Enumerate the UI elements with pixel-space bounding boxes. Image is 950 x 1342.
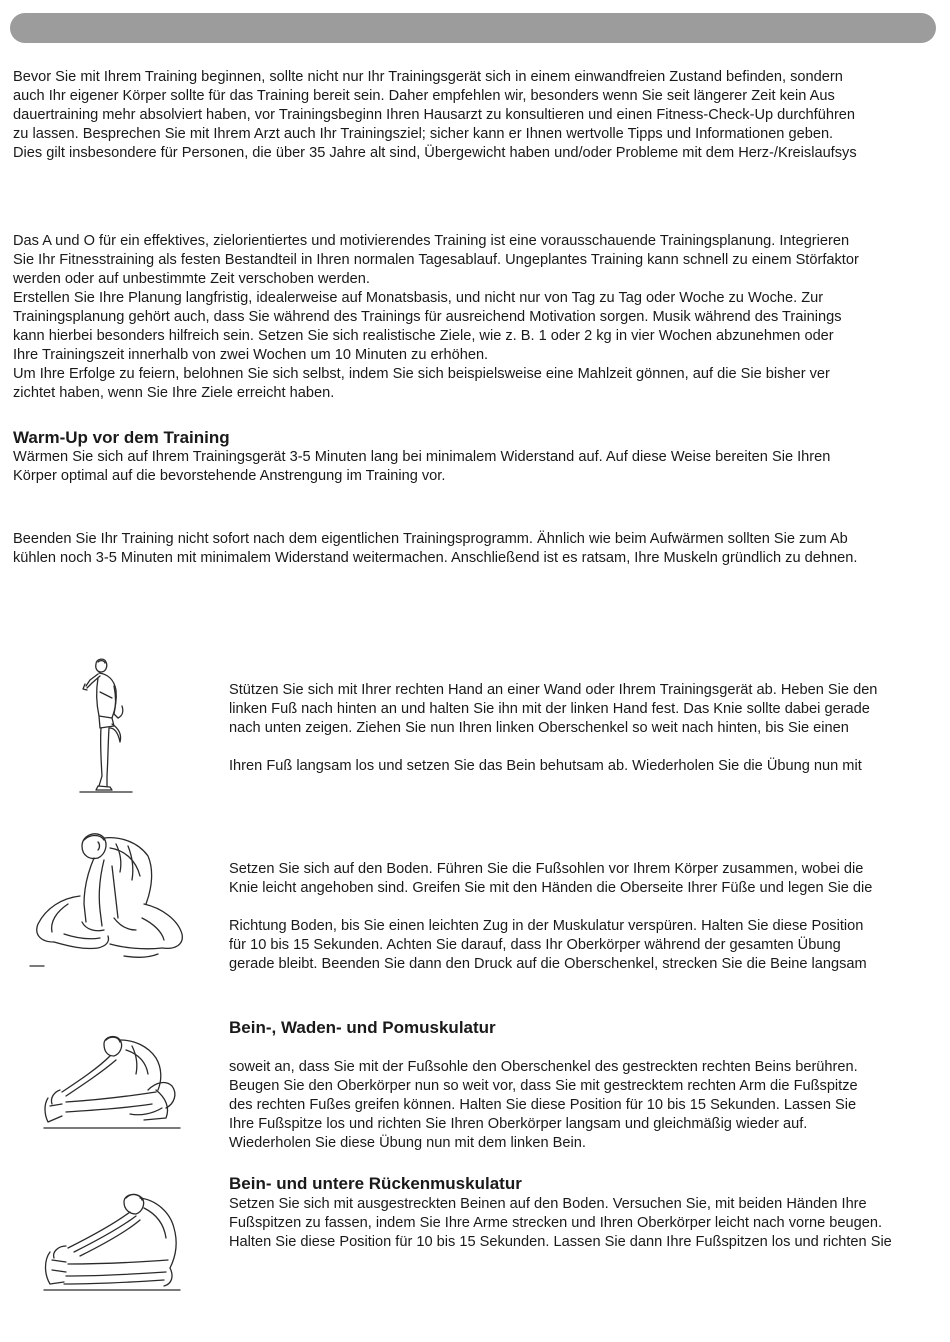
text-line: Dies gilt insbesondere für Personen, die über 35 Jahre alt sind, Übergewicht haben und/oder Probleme mit dem Herz-/Kreislaufsys bbox=[13, 145, 857, 161]
warmup-paragraph bbox=[13, 448, 943, 486]
seated-forward-bend-illustration bbox=[40, 1190, 182, 1292]
text-line: gerade bleibt. Beenden Sie dann den Druck auf die Oberschenkel, strecken Sie die Beine langsam bbox=[229, 956, 867, 972]
text-line: Knie leicht angehoben sind. Greifen Sie mit den Händen die Oberseite Ihrer Füße und legen Sie die bbox=[229, 880, 873, 896]
exercise-3-heading: Bein-, Waden- und Pomuskulatur bbox=[229, 1018, 496, 1037]
exercise-3-text bbox=[229, 1058, 947, 1153]
exercise-2-text bbox=[229, 860, 947, 974]
seated-butterfly-stretch-illustration bbox=[24, 826, 186, 976]
text-line: zu lassen. Besprechen Sie mit Ihrem Arzt auch Ihr Trainingsziel; sicher kann er Ihnen wertvolle Tipps und Informationen geben. bbox=[13, 126, 834, 142]
text-line: für 10 bis 15 Sekunden. Achten Sie darauf, dass Ihr Oberkörper während der gesamten Übung bbox=[229, 937, 841, 953]
text-line: Ihre Fußspitze los und richten Sie Ihren Oberkörper langsam und gleichmäßig wieder auf. bbox=[229, 1116, 808, 1132]
text-line: Stützen Sie sich mit Ihrer rechten Hand an einer Wand oder Ihrem Trainingsgerät ab. Heben Sie den bbox=[229, 682, 878, 698]
text-line: Beugen Sie den Oberkörper nun so weit vor, dass Sie mit gestrecktem rechten Arm die Fußspitze bbox=[229, 1078, 858, 1094]
text-line: Setzen Sie sich auf den Boden. Führen Sie die Fußsohlen vor Ihrem Körper zusammen, wobei die bbox=[229, 861, 864, 877]
text-line: Bevor Sie mit Ihrem Training beginnen, sollte nicht nur Ihr Trainingsgerät sich in einem einwandfreien Zustand befinden, sondern bbox=[13, 69, 843, 85]
text-line: Halten Sie diese Position für 10 bis 15 Sekunden. Lassen Sie dann Ihre Fußspitzen los und richten Sie bbox=[229, 1234, 892, 1250]
section-header-bar bbox=[10, 13, 936, 43]
text-line: zichtet haben, wenn Sie Ihre Ziele erreicht haben. bbox=[13, 385, 335, 401]
text-line: auch Ihr eigener Körper sollte für das Training bereit sein. Daher empfehlen wir, besonders wenn Sie seit längerer Zeit kein Aus bbox=[13, 88, 835, 104]
text-line: Um Ihre Erfolge zu feiern, belohnen Sie sich selbst, indem Sie sich beispielsweise eine Mahlzeit gönnen, auf die Sie bisher ver bbox=[13, 366, 830, 382]
standing-quad-stretch-illustration bbox=[78, 656, 134, 794]
text-line: linken Fuß nach hinten an und halten Sie ihn mit der linken Hand fest. Das Knie sollte dabei gerade bbox=[229, 701, 870, 717]
planning-paragraph bbox=[13, 232, 943, 403]
text-line: Setzen Sie sich mit ausgestreckten Beinen auf den Boden. Versuchen Sie, mit beiden Händen Ihre bbox=[229, 1196, 867, 1212]
text-line: Richtung Boden, bis Sie einen leichten Zug in der Muskulatur verspüren. Halten Sie diese Position bbox=[229, 918, 864, 934]
text-line: Sie Ihr Fitnesstraining als festen Bestandteil in Ihren normalen Tagesablauf. Ungeplantes Training kann schnell zu einem Störfaktor bbox=[13, 252, 859, 268]
warmup-heading: Warm-Up vor dem Training bbox=[13, 428, 230, 447]
text-line: kann hierbei besonders hilfreich sein. Setzen Sie sich realistische Ziele, wie z. B. 1 oder 2 kg in vier Wochen abzunehmen oder bbox=[13, 328, 834, 344]
text-line: Wiederholen Sie diese Übung nun mit dem linken Bein. bbox=[229, 1135, 586, 1151]
text-line: des rechten Fußes greifen können. Halten Sie diese Position für 10 bis 15 Sekunden. Lassen Sie bbox=[229, 1097, 857, 1113]
exercise-4-heading: Bein- und untere Rückenmuskulatur bbox=[229, 1174, 522, 1193]
text-line: dauertraining mehr absolviert haben, vor Trainingsbeginn Ihren Hausarzt zu konsultieren und einen Fitness-Check-Up durchführen bbox=[13, 107, 856, 123]
text-line: Trainingsplanung gehört auch, dass Sie während des Trainings für ausreichend Motivation sorgen. Musik während des Trainings bbox=[13, 309, 842, 325]
text-line: Ihre Trainingszeit innerhalb von zwei Wochen um 10 Minuten zu erhöhen. bbox=[13, 347, 489, 363]
text-line: Erstellen Sie Ihre Planung langfristig, idealerweise auf Monatsbasis, und nicht nur von Tag zu Tag oder Woche zu Woche. Zur bbox=[13, 290, 824, 306]
exercise-1-text bbox=[229, 681, 947, 776]
text-line: soweit an, dass Sie mit der Fußsohle den Oberschenkel des gestreckten rechten Beins berühren. bbox=[229, 1059, 858, 1075]
exercise-4-text bbox=[229, 1195, 947, 1252]
text-line: Körper optimal auf die bevorstehende Anstrengung im Training vor. bbox=[13, 468, 446, 484]
text-line: Wärmen Sie sich auf Ihrem Trainingsgerät 3-5 Minuten lang bei minimalem Widerstand auf. Auf diese Weise bereiten Sie Ihren bbox=[13, 449, 831, 465]
text-line: Ihren Fuß langsam los und setzen Sie das Bein behutsam ab. Wiederholen Sie die Übung nun mit bbox=[229, 758, 862, 774]
cooldown-paragraph bbox=[13, 530, 943, 568]
text-line: Beenden Sie Ihr Training nicht sofort nach dem eigentlichen Trainingsprogramm. Ähnlich wie beim Aufwärmen sollten Sie zum Ab bbox=[13, 531, 848, 547]
text-line: Fußspitzen zu fassen, indem Sie Ihre Arme strecken und Ihren Oberkörper leicht nach vorne beugen. bbox=[229, 1215, 883, 1231]
intro-paragraph bbox=[13, 68, 943, 163]
seated-hamstring-stretch-illustration bbox=[40, 1032, 182, 1134]
text-line: werden oder auf unbestimmte Zeit verschoben werden. bbox=[13, 271, 370, 287]
text-line: kühlen noch 3-5 Minuten mit minimalem Widerstand weitermachen. Anschließend ist es ratsam, Ihre Muskeln gründlich zu dehnen. bbox=[13, 550, 858, 566]
text-line: Das A und O für ein effektives, zielorientiertes und motivierendes Training ist eine vorausschauende Trainingsplanung. Integrieren bbox=[13, 233, 850, 249]
text-line: nach unten zeigen. Ziehen Sie nun Ihren linken Oberschenkel so weit nach hinten, bis Sie einen bbox=[229, 720, 849, 736]
